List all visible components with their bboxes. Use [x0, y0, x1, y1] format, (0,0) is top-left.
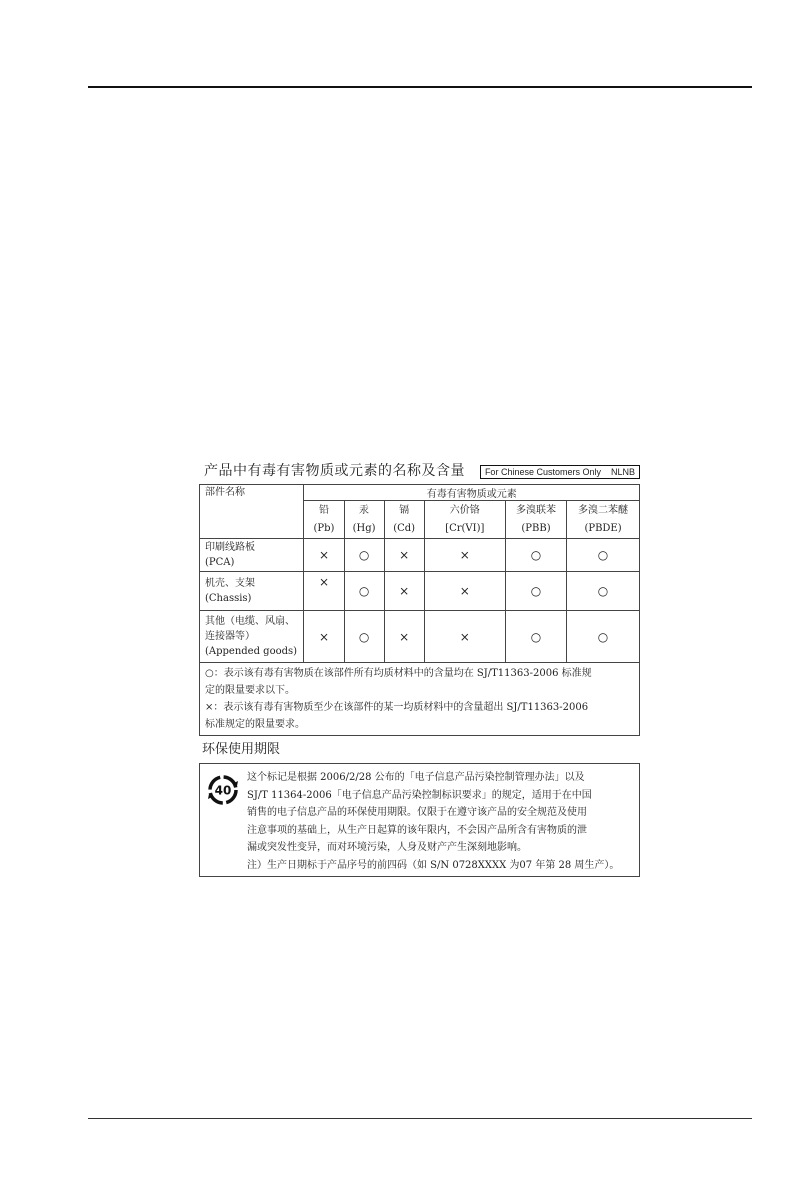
table-header-row: [200, 485, 640, 501]
chinese-customers-box: [480, 465, 640, 479]
table-row: [200, 539, 640, 572]
substance-header-pbb: 多溴联苯 (PBB): [505, 501, 566, 539]
customer-label: For Chinese Customers Only: [484, 467, 601, 477]
customer-code: NLNB: [610, 467, 635, 477]
mark-cell: ×: [384, 611, 424, 663]
mark-cell: ×: [384, 539, 424, 572]
substance-header-pb: 铅 (Pb): [304, 501, 344, 539]
substance-group-header: 有毒有害物质或元素: [304, 485, 640, 501]
legend-row: [200, 663, 640, 736]
table-row: [200, 572, 640, 611]
table-title: 产品中有毒有害物质或元素的名称及含量: [204, 463, 465, 479]
hazardous-substances-section: [199, 458, 640, 877]
mark-cell: ○: [505, 611, 566, 663]
mark-cell: ○: [344, 572, 384, 611]
efup-line: 销售的电子信息产品的环保使用期限。仅限于在遵守该产品的安全规范及使用: [247, 807, 587, 818]
legend-circle-line: ○：表示该有毒有害物质在该部件所有均质材料中的含量均在 SJ/T11363-2006 标准规: [205, 668, 592, 679]
legend-cross-line: ×：表示该有毒有害物质至少在该部件的某一均质材料中的含量超出 SJ/T11363-2006: [205, 702, 589, 713]
table-row: [200, 611, 640, 663]
mark-cell: ×: [384, 572, 424, 611]
mark-cell: ○: [567, 572, 640, 611]
part-name-header: 部件名称: [200, 485, 304, 539]
legend-cell: [200, 663, 640, 736]
mark-cell: ×: [304, 539, 344, 572]
efup-logo-number: 40: [214, 783, 232, 798]
mark-cell: ○: [567, 611, 640, 663]
mark-cell: ×: [424, 572, 505, 611]
mark-cell: ×: [424, 611, 505, 663]
mark-cell: ○: [344, 611, 384, 663]
efup-title: 环保使用期限: [202, 742, 281, 757]
efup-box: [199, 763, 640, 877]
efup-40-logo-icon: [207, 774, 239, 806]
part-name-cell: 机壳、支架 (Chassis): [200, 572, 304, 611]
substance-header-pbde: 多溴二苯醚 (PBDE): [567, 501, 640, 539]
mark-cell: ○: [505, 572, 566, 611]
mark-cell: ×: [304, 572, 344, 611]
legend-circle-line: 定的限量要求以下。: [205, 685, 295, 696]
substance-header-hg: 汞 (Hg): [344, 501, 384, 539]
footer-rule: [88, 1118, 752, 1119]
mark-cell: ○: [344, 539, 384, 572]
legend-cross-line: 标准规定的限量要求。: [205, 719, 305, 730]
efup-line: 这个标记是根据 2006/2/28 公布的「电子信息产品污染控制管理办法」以及: [247, 772, 585, 783]
header-rule: [88, 86, 752, 88]
hazardous-substances-table: [199, 484, 640, 736]
efup-text: [247, 769, 637, 874]
efup-line: SJ/T 11364-2006「电子信息产品污染控制标识要求」的规定，适用于在中国: [247, 789, 592, 801]
efup-line: 注）生产日期标于产品序号的前四码（如 S/N 0728XXXX 为07 年第 28 周生产）。: [247, 859, 620, 871]
mark-cell: ○: [567, 539, 640, 572]
substance-header-cr6: 六价铬 [Cr(VI)]: [424, 501, 505, 539]
part-name-cell: 其他（电缆、风扇、 连接器等） (Appended goods): [200, 611, 304, 663]
part-name-cell: 印刷线路板 (PCA): [200, 539, 304, 572]
mark-cell: ○: [505, 539, 566, 572]
mark-cell: ×: [304, 611, 344, 663]
efup-line: 注意事项的基础上，从生产日起算的该年限内，不会因产品所含有害物质的泄: [247, 824, 587, 836]
mark-cell: ×: [424, 539, 505, 572]
substance-header-cd: 镉 (Cd): [384, 501, 424, 539]
table-title-row: [199, 458, 640, 484]
efup-line: 漏或突发性变异，而对环境污染，人身及财产产生深刻地影响。: [247, 842, 527, 853]
